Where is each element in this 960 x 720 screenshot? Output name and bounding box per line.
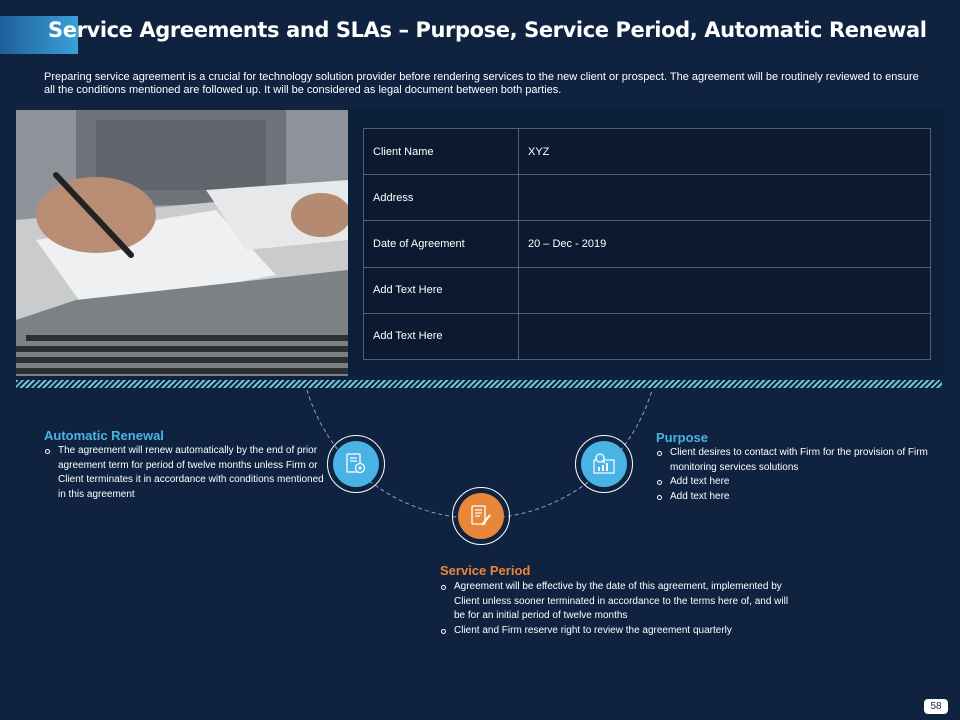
page-title: Service Agreements and SLAs – Purpose, Service Period, Automatic Renewal [48,18,927,42]
document-gear-icon [344,452,368,476]
table-cell-label: Date of Agreement [364,221,519,267]
list-item: Add text here [656,475,931,490]
period-icon-circle [458,493,504,539]
period-title: Service Period [440,563,531,578]
renewal-title: Automatic Renewal [44,428,164,443]
table-cell-label: Add Text Here [364,267,519,313]
renewal-icon-circle [333,441,379,487]
purpose-bullets [656,446,931,504]
list-item: Client and Firm reserve right to review the agreement quarterly [440,624,792,639]
renewal-bullets [44,444,324,502]
document-pen-icon [469,504,493,528]
table-cell-label: Address [364,175,519,221]
page-number: 58 [924,699,948,714]
table-cell-value: XYZ [519,129,931,175]
intro-paragraph: Preparing service agreement is a crucial for technology solution provider before rendering services to the new client or prospect. The agreement will be routinely reviewed to ensure all the conditions mentioned are followed up. It will be considered as legal document between both parties. [44,71,919,96]
list-item: Client desires to contact with Firm for the provision of Firm monitoring services solutions [656,446,931,475]
table-cell-label: Client Name [364,129,519,175]
magnifier-chart-icon [592,452,616,476]
table-cell-value: 20 – Dec - 2019 [519,221,931,267]
list-item: Add text here [656,490,931,505]
period-bullets [440,580,792,638]
list-item: The agreement will renew automatically by the end of prior agreement term for period of twelve months unless Firm or Client terminates it in accordance with conditions mentioned in this agreement [44,444,324,502]
purpose-icon-circle [581,441,627,487]
purpose-title: Purpose [656,430,709,445]
table-cell-label: Add Text Here [364,313,519,359]
list-item: Agreement will be effective by the date of this agreement, implemented by Client unless sooner terminated in accordance to the terms here of, and will be for an initial period of twelve months [440,580,792,624]
